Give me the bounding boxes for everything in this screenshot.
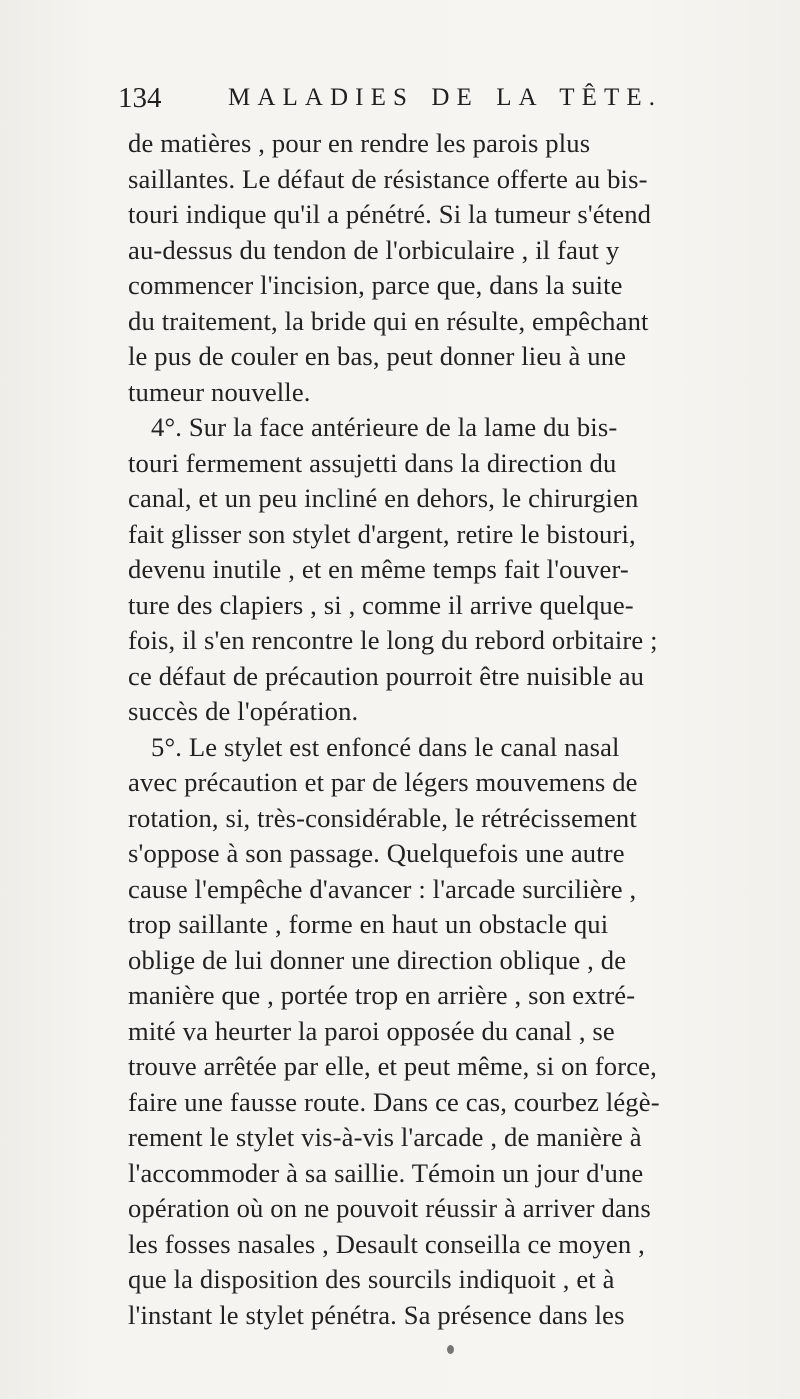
text-line: fait glisser son stylet d'argent, retire le bistouri, <box>128 518 636 549</box>
text-line: du traitement, la bride qui en résulte, empêchant <box>128 305 649 336</box>
text-line: l'instant le stylet pénétra. Sa présence dans les <box>128 1299 625 1330</box>
text-line: trop saillante , forme en haut un obstacle qui <box>128 909 609 939</box>
text-line: s'oppose à son passage. Quelquefois une autre <box>128 838 625 868</box>
running-title: MALADIES DE LA TÊTE. <box>228 84 663 111</box>
body-text <box>128 126 728 1333</box>
page-header <box>118 78 728 118</box>
text-line: rotation, si, très-considérable, le rétrécissement <box>128 802 637 833</box>
text-line: touri indique qu'il a pénétré. Si la tumeur s'étend <box>128 199 652 229</box>
text-line: fois, il s'en rencontre le long du rebord orbitaire ; <box>128 625 658 655</box>
text-line: saillantes. Le défaut de résistance offerte au bis- <box>128 163 648 194</box>
text-line: tumeur nouvelle. <box>128 376 311 407</box>
page-number: 134 <box>118 82 162 114</box>
text-line: rement le stylet vis-à-vis l'arcade , de manière à <box>128 1122 642 1152</box>
text-line: mité va heurter la paroi opposée du canal , se <box>128 1015 615 1046</box>
text-line: les fosses nasales , Desault conseilla ce moyen , <box>128 1228 645 1259</box>
text-line: avec précaution et par de légers mouvemens de <box>128 767 638 797</box>
text-line: l'accommoder à sa saillie. Témoin un jour d'une <box>128 1157 644 1188</box>
text-line: manière que , portée trop en arrière , son extré- <box>128 980 636 1010</box>
text-line: faire une fausse route. Dans ce cas, courbez légè- <box>128 1086 660 1117</box>
text-line: 5°. Le stylet est enfoncé dans le canal nasal <box>151 731 620 762</box>
text-line: trouve arrêtée par elle, et peut même, si on force, <box>128 1051 657 1081</box>
text-line: commencer l'incision, parce que, dans la suite <box>128 270 623 300</box>
text-line: succès de l'opération. <box>128 696 359 726</box>
text-line: de matières , pour en rendre les parois plus <box>128 128 591 158</box>
text-line: au-dessus du tendon de l'orbiculaire , il faut y <box>128 234 620 265</box>
text-line: cause l'empêche d'avancer : l'arcade surcilière , <box>128 873 637 904</box>
text-line: 4°. Sur la face antérieure de la lame du bis- <box>151 412 618 442</box>
text-line: le pus de couler en bas, peut donner lieu à une <box>128 341 627 371</box>
text-line: opération où on ne pouvoit réussir à arriver dans <box>128 1193 651 1223</box>
ink-mark <box>447 1345 454 1354</box>
text-line: que la disposition des sourcils indiquoit , et à <box>128 1264 615 1294</box>
text-line: touri fermement assujetti dans la direction du <box>128 447 617 478</box>
text-line: ce défaut de précaution pourroit être nuisible au <box>128 660 645 691</box>
text-line: ture des clapiers , si , comme il arrive quelque- <box>128 589 634 620</box>
text-line: devenu inutile , et en même temps fait l'ouver- <box>128 554 629 584</box>
text-line: oblige de lui donner une direction oblique , de <box>128 944 627 975</box>
text-line: canal, et un peu incliné en dehors, le chirurgien <box>128 483 639 513</box>
